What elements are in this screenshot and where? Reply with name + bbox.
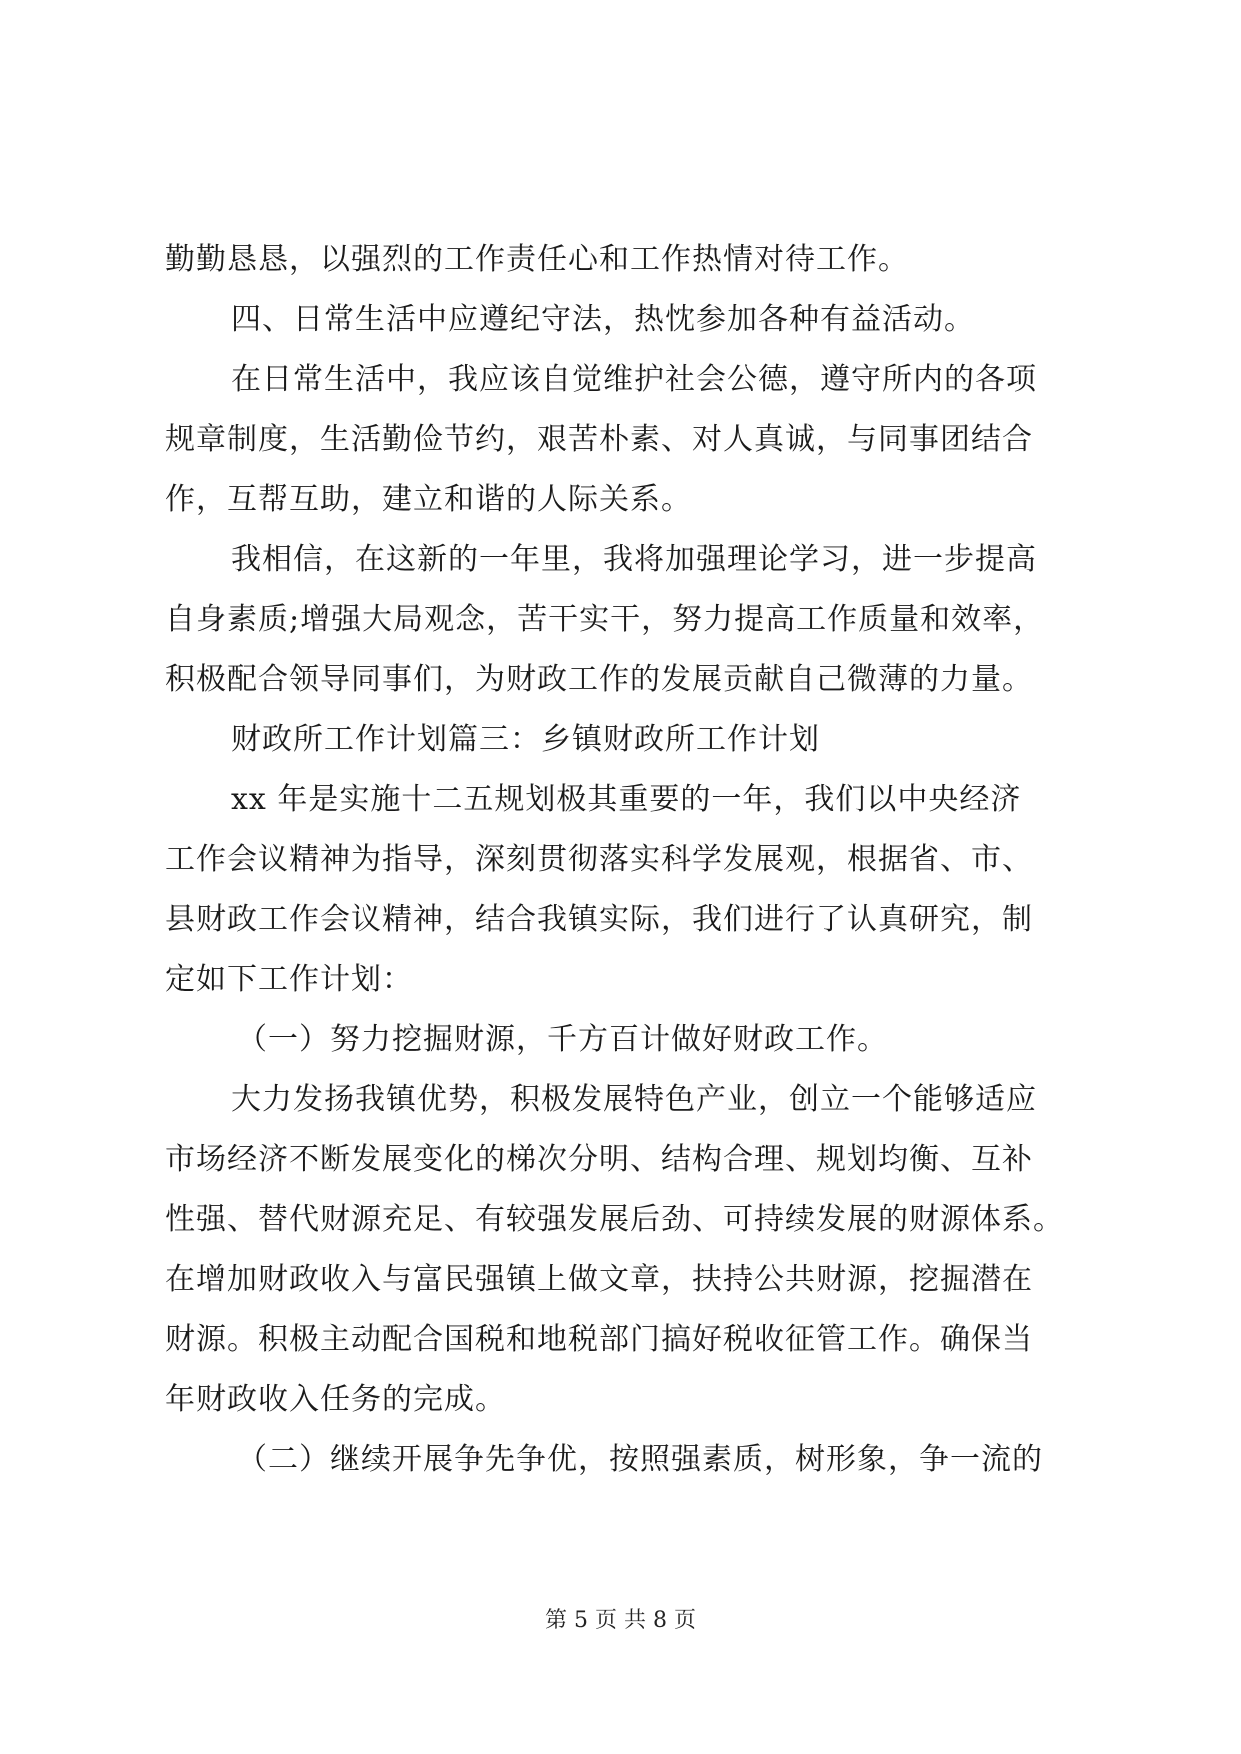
text-line: 年财政收入任务的完成。 — [165, 1382, 506, 1417]
text-line: 在日常生活中，我应该自觉维护社会公德，遵守所内的各项 — [231, 362, 1037, 397]
text-line: 积极配合领导同事们，为财政工作的发展贡献自己微薄的力量。 — [165, 662, 1033, 697]
text-line: 大力发扬我镇优势，积极发展特色产业，创立一个能够适应 — [231, 1082, 1037, 1117]
text-line: 市场经济不断发展变化的梯次分明、结构合理、规划均衡、互补 — [165, 1142, 1033, 1177]
text-line: 规章制度，生活勤俭节约，艰苦朴素、对人真诚，与同事团结合 — [165, 422, 1033, 457]
text-line: 四、日常生活中应遵纪守法，热忱参加各种有益活动。 — [231, 302, 975, 337]
text-line: 我相信，在这新的一年里，我将加强理论学习，进一步提高 — [231, 542, 1037, 577]
subsection-heading: （一）努力挖掘财源，千方百计做好财政工作。 — [237, 1022, 888, 1057]
text-line: 勤勤恳恳，以强烈的工作责任心和工作热情对待工作。 — [165, 242, 909, 277]
text-line: 性强、替代财源充足、有较强发展后劲、可持续发展的财源体系。 — [165, 1202, 1064, 1237]
text-line: 工作会议精神为指导，深刻贯彻落实科学发展观，根据省、市、 — [165, 842, 1033, 877]
page-number: 第 5 页 共 8 页 — [545, 1608, 696, 1633]
text-line: 在增加财政收入与富民强镇上做文章，扶持公共财源，挖掘潜在 — [165, 1262, 1033, 1297]
body-text — [165, 230, 1080, 1490]
text-line: 定如下工作计划： — [165, 962, 413, 997]
text-line: 作，互帮互助，建立和谐的人际关系。 — [165, 482, 692, 517]
text-line: 自身素质;增强大局观念，苦干实干，努力提高工作质量和效率， — [165, 602, 1045, 637]
text-line: 财源。积极主动配合国税和地税部门搞好税收征管工作。确保当 — [165, 1322, 1033, 1357]
page-footer — [0, 1606, 1241, 1636]
section-heading: 财政所工作计划篇三：乡镇财政所工作计划 — [231, 722, 820, 757]
subsection-heading: （二）继续开展争先争优，按照强素质，树形象，争一流的 — [237, 1442, 1043, 1477]
text-line: xx 年是实施十二五规划极其重要的一年，我们以中央经济 — [231, 782, 1022, 817]
text-line: 县财政工作会议精神，结合我镇实际，我们进行了认真研究，制 — [165, 902, 1033, 937]
